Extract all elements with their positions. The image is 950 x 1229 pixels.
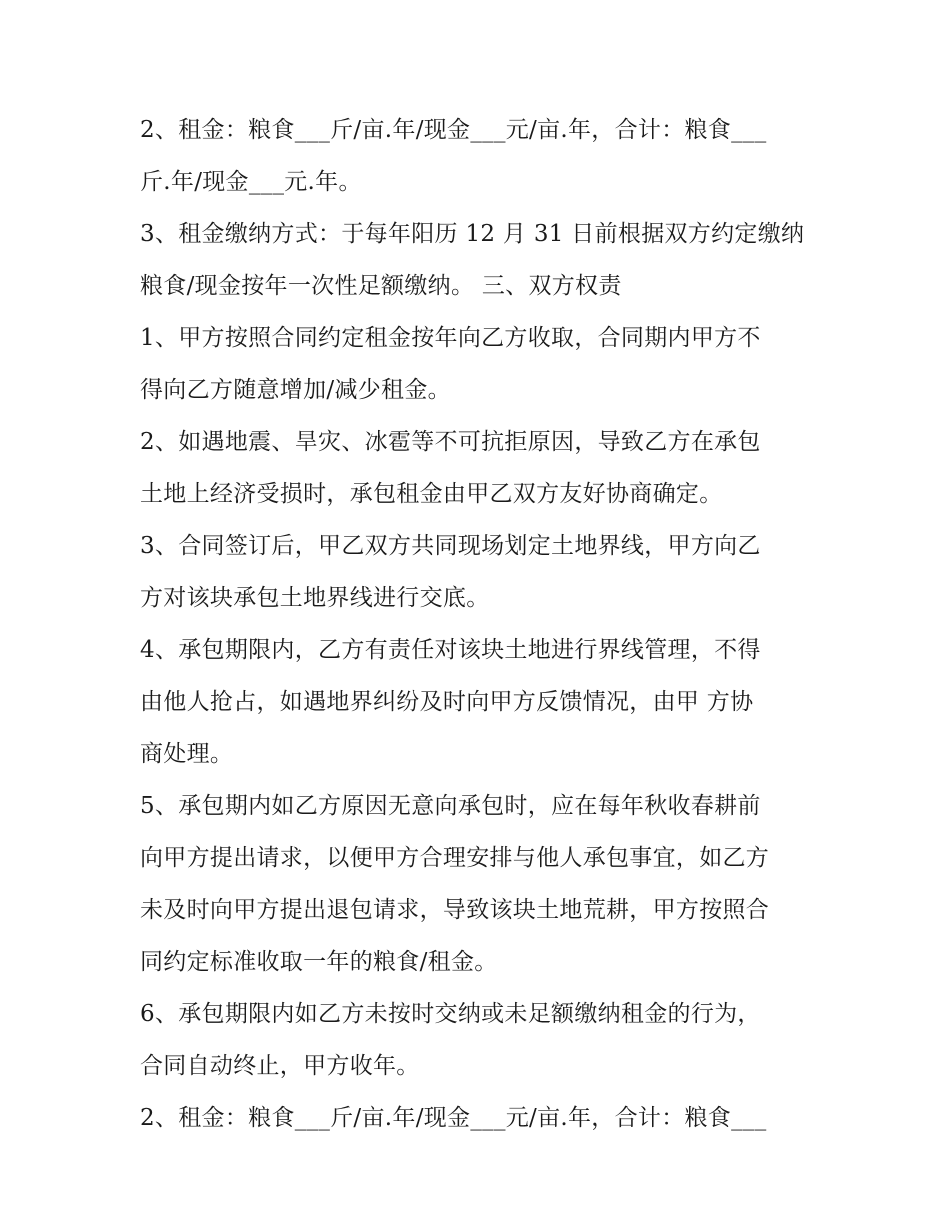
text-line: 6、承包期限内如乙方未按时交纳或未足额缴纳租金的行为， xyxy=(140,1001,761,1027)
text-line: 3、合同签订后，甲乙双方共同现场划定土地界线，甲方向乙 xyxy=(140,533,761,559)
clause-disaster xyxy=(140,416,812,520)
clause-withdrawal xyxy=(140,780,812,988)
text-line: 同约定标准收取一年的粮食/租金。 xyxy=(140,949,498,975)
text-line: 粮食/现金按年一次性足额缴纳。 三、双方权责 xyxy=(140,273,622,299)
text-line: 向甲方提出请求，以便甲方合理安排与他人承包事宜，如乙方 xyxy=(140,845,770,871)
text-line: 土地上经济受损时，承包租金由甲乙双方友好协商确定。 xyxy=(140,481,723,507)
text-line: 方对该块承包土地界线进行交底。 xyxy=(140,585,490,611)
clause-termination xyxy=(140,988,812,1092)
text-line: 2、租金：粮食___斤/亩.年/现金___元/亩.年，合计：粮食___ xyxy=(140,117,767,143)
text-line: 4、承包期限内，乙方有责任对该块土地进行界线管理，不得 xyxy=(140,637,761,663)
text-line: 合同自动终止，甲方收年。 xyxy=(140,1053,420,1079)
clause-boundary-survey xyxy=(140,520,812,624)
text-line: 斤.年/现金___元.年。 xyxy=(140,169,362,195)
document-body xyxy=(140,104,812,1144)
text-line: 2、如遇地震、旱灾、冰雹等不可抗拒原因，导致乙方在承包 xyxy=(140,429,761,455)
text-line: 未及时向甲方提出退包请求，导致该块土地荒耕，甲方按照合 xyxy=(140,897,770,923)
clause-rent-amount-repeat xyxy=(140,1092,812,1144)
text-line: 由他人抢占，如遇地界纠纷及时向甲方反馈情况，由甲 方协 xyxy=(140,689,754,715)
text-line: 3、租金缴纳方式：于每年阳历 12 月 31 日前根据双方约定缴纳 xyxy=(140,221,805,247)
text-line: 商处理。 xyxy=(140,741,234,767)
text-line: 得向乙方随意增加/减少租金。 xyxy=(140,377,451,403)
clause-party-a-collect xyxy=(140,312,812,416)
clause-rent-payment-method xyxy=(140,208,812,312)
text-line: 5、承包期内如乙方原因无意向承包时，应在每年秋收春耕前 xyxy=(140,793,761,819)
clause-boundary-management xyxy=(140,624,812,780)
text-line: 2、租金：粮食___斤/亩.年/现金___元/亩.年，合计：粮食___ xyxy=(140,1105,767,1131)
text-line: 1、甲方按照合同约定租金按年向乙方收取，合同期内甲方不 xyxy=(140,325,761,351)
clause-rent-amount xyxy=(140,104,812,208)
